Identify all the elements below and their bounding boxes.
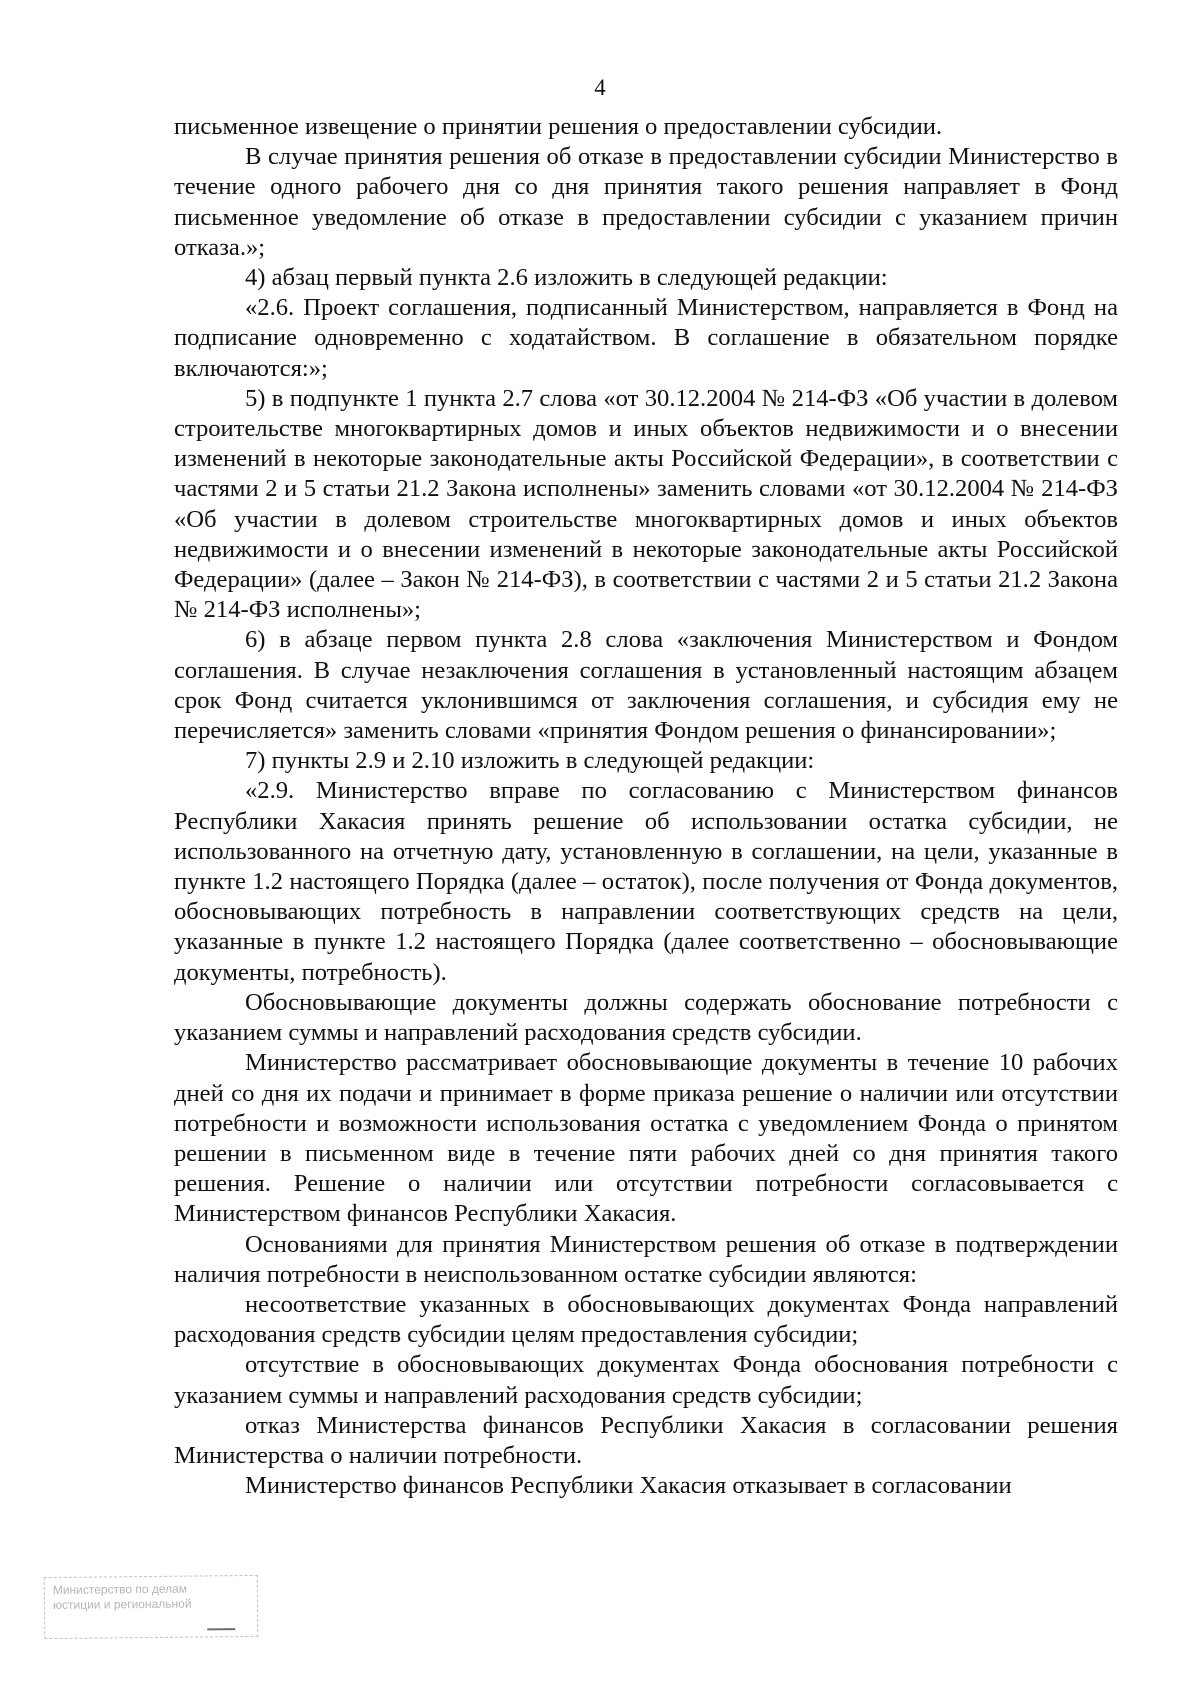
paragraph: Основаниями для принятия Министерством решения об отказе в подтверждении наличия потребности в неиспользованном остатке субсидии являются:: [174, 1230, 1118, 1288]
paragraph: Министерство рассматривает обосновывающие документы в течение 10 рабочих дней со дня их подачи и принимает в форме приказа решение о наличии или отсутствии потребности и возможности использования остатка с уведомлением Фонда о принятом решении в письменном виде в течение пяти рабочих дней со дня принятия такого решения. Решение о наличии или отсутствии потребности согласовывается с Министерством финансов Республики Хакасия.: [174, 1049, 1118, 1228]
paragraph: отказ Министерства финансов Республики Хакасия в согласовании решения Министерства о наличии потребности.: [174, 1411, 1118, 1469]
paragraph: Обосновывающие документы должны содержать обоснование потребности с указанием суммы и направлений расходования средств субсидии.: [174, 988, 1118, 1047]
paragraph: 6) в абзаце первом пункта 2.8 слова «заключения Министерством и Фондом соглашения. В случае незаключения соглашения в установленный настоящим абзацем срок Фонд считается уклонившимся от заключения соглашения, и субсидия ему не перечисляется» заменить словами «принятия Фондом решения о финансировании»;: [174, 626, 1118, 745]
page-number: 4: [594, 75, 606, 100]
stamp-line: Министерство по делам: [52, 1581, 188, 1598]
paragraph: несоответствие указанных в обосновывающих документах Фонда направлений расходования средств субсидии целям предоставления субсидии;: [174, 1290, 1118, 1349]
paragraph: Министерство финансов Республики Хакасия отказывает в согласовании: [245, 1472, 1012, 1500]
paragraph: В случае принятия решения об отказе в предоставлении субсидии Министерство в течение одного рабочего дня со дня принятия такого решения направляет в Фонд письменное уведомление об отказе в предоставлении субсидии с указанием причин отказа.»;: [174, 143, 1118, 261]
paragraph: «2.9. Министерство вправе по согласованию с Министерством финансов Республики Хакасия принять решение об использовании остатка субсидии, не использованного на отчетную дату, установленную в соглашении, на цели, указанные в пункте 1.2 настоящего Порядка (далее – остаток), после получения от Фонда документов, обосновывающих потребность в направлении соответствующих средств на цели, указанные в пункте 1.2 настоящего Порядка (далее соответственно – обосновывающие документы, потребность).: [174, 777, 1118, 986]
registration-stamp: [44, 1575, 259, 1639]
paragraph: 5) в подпункте 1 пункта 2.7 слова «от 30.12.2004 № 214-ФЗ «Об участии в долевом строительстве многоквартирных домов и иных объектов недвижимости и о внесении изменений в некоторые законодательные акты Российской Федерации», в соответствии с частями 2 и 5 статьи 21.2 Закона исполнены» заменить словами «от 30.12.2004 № 214-ФЗ «Об участии в долевом строительстве многоквартирных домов и иных объектов недвижимости и о внесении изменений в некоторые законодательные акты Российской Федерации» (далее – Закон № 214-ФЗ), в соответствии с частями 2 и 5 статьи 21.2 Закона № 214-ФЗ исполнены»;: [174, 384, 1118, 624]
paragraph: 7) пункты 2.9 и 2.10 изложить в следующей редакции:: [245, 747, 815, 775]
stamp-line: юстиции и региональной: [52, 1596, 192, 1613]
paragraph: письменное извещение о принятии решения о предоставлении субсидии.: [174, 113, 943, 140]
paragraph: отсутствие в обосновывающих документах Фонда обоснования потребности с указанием суммы и направлений расходования средств субсидии;: [174, 1351, 1118, 1409]
paragraph: «2.6. Проект соглашения, подписанный Министерством, направляется в Фонд на подписание одновременно с ходатайством. В соглашение в обязательном порядке включаются:»;: [174, 294, 1118, 382]
stamp-signature-mark: [207, 1628, 235, 1630]
paragraph: 4) абзац первый пункта 2.6 изложить в следующей редакции:: [245, 264, 888, 292]
document-body: [174, 112, 1118, 1501]
